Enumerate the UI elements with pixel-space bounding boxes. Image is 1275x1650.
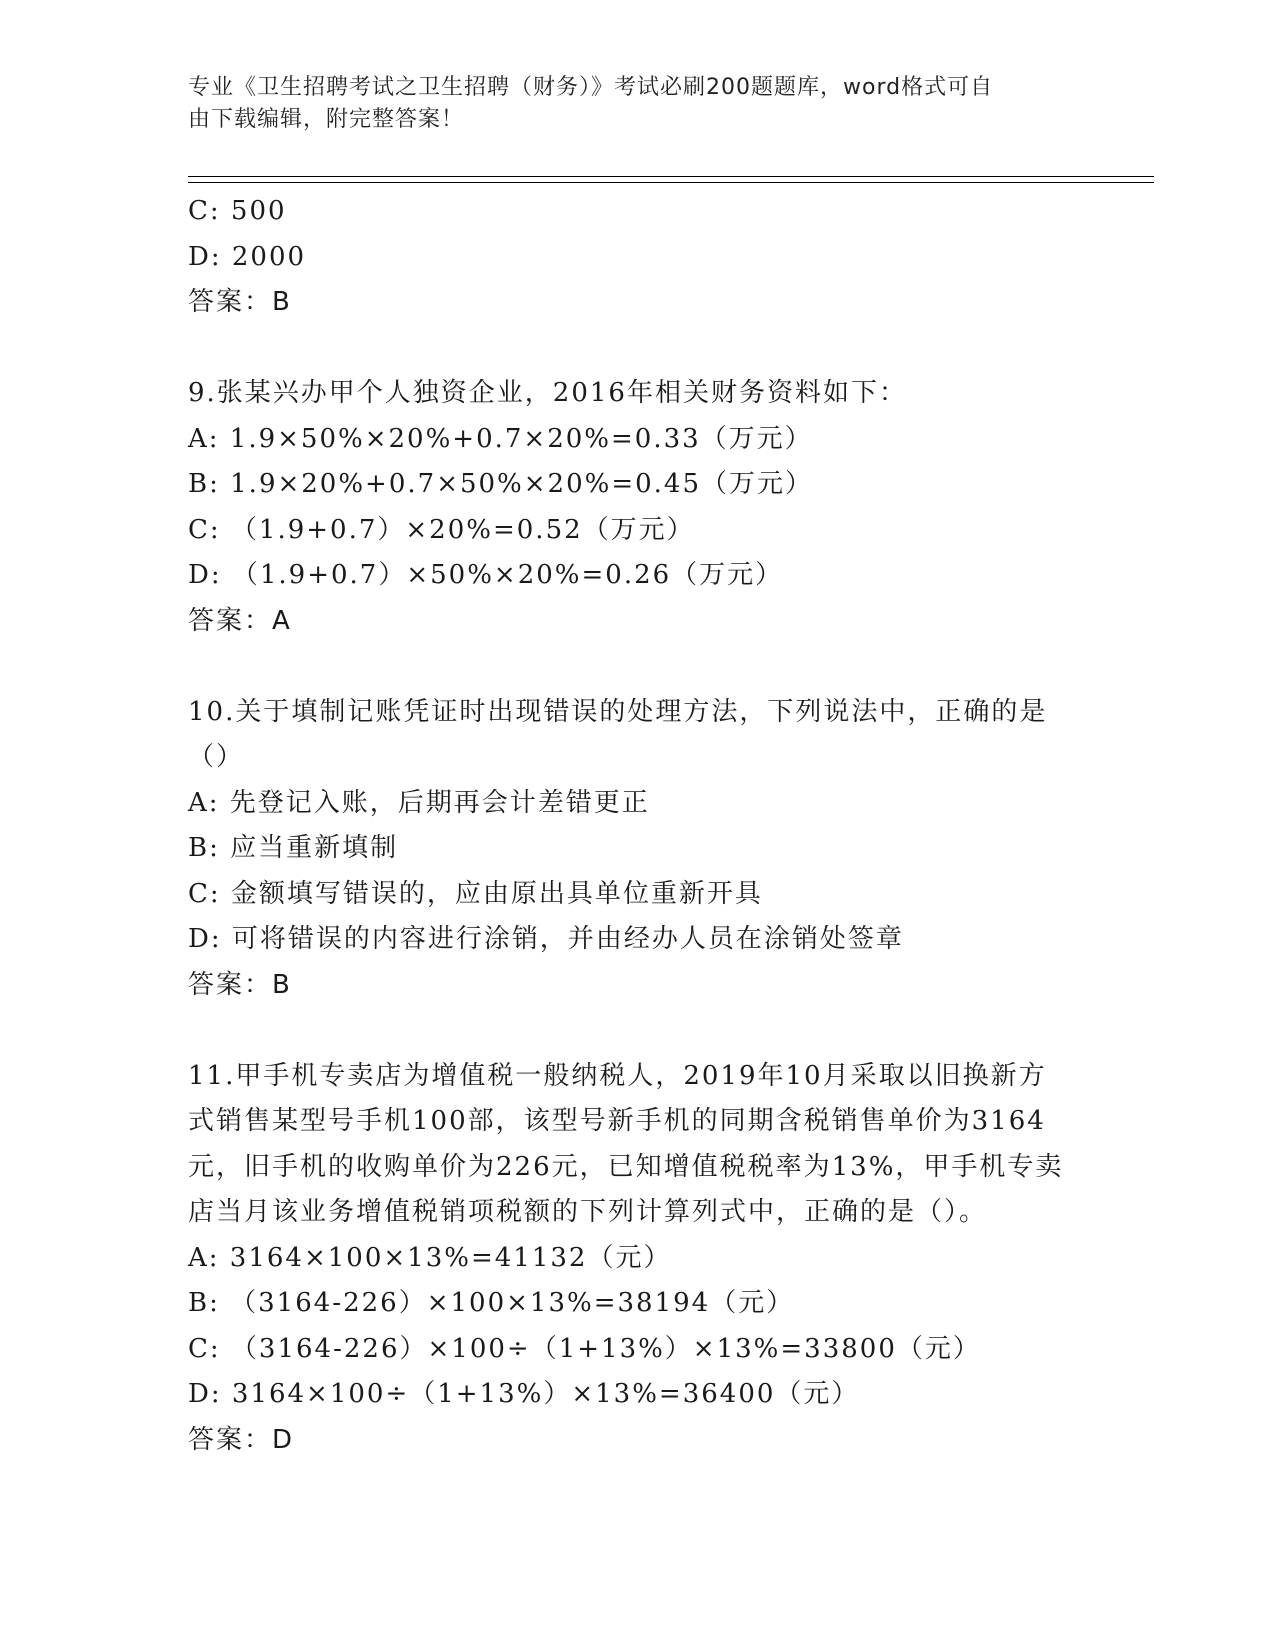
q10-option-b: B: 应当重新填制 — [188, 833, 399, 863]
question-9-stem: 9.张某兴办甲个人独资企业，2016年相关财务资料如下： — [188, 378, 907, 408]
spacer — [188, 1008, 1088, 1054]
answer-line: 答案：B — [188, 287, 292, 317]
question-11-stem-line-4: 店当月该业务增值税销项税额的下列计算列式中，正确的是（）。 — [188, 1197, 988, 1227]
question-11-stem-line-3: 元，旧手机的收购单价为226元，已知增值税税率为13%，甲手机专卖 — [188, 1151, 1064, 1182]
header-line-1: 专业《卫生招聘考试之卫生招聘（财务）》考试必刷200题题库，word格式可自 — [188, 75, 994, 100]
q9-option-b: B: 1.9×20%+0.7×50%×20%=0.45（万元） — [188, 469, 814, 499]
header-divider — [188, 176, 1154, 183]
question-list — [188, 189, 1088, 1463]
option-d: D: 2000 — [188, 241, 307, 272]
q11-option-d: D: 3164×100÷（1+13%）×13%=36400（元） — [188, 1379, 860, 1409]
spacer — [188, 644, 1088, 690]
q10-option-c: C: 金额填写错误的，应由原出具单位重新开具 — [188, 878, 763, 909]
q9-option-a: A: 1.9×50%×20%+0.7×20%=0.33（万元） — [188, 423, 813, 454]
q10-option-d: D: 可将错误的内容进行涂销，并由经办人员在涂销处签章 — [188, 924, 904, 954]
q9-option-d: D: （1.9+0.7）×50%×20%=0.26（万元） — [188, 560, 784, 590]
q11-answer: 答案：D — [188, 1424, 295, 1455]
question-10-stem-line-1: 10.关于填制记账凭证时出现错误的处理方法，下列说法中，正确的是 — [188, 696, 1048, 727]
spacer — [188, 326, 1088, 372]
q9-option-c: C: （1.9+0.7）×20%=0.52（万元） — [188, 514, 695, 545]
option-c: C: 500 — [188, 196, 287, 226]
q9-answer: 答案：A — [188, 605, 292, 636]
q10-answer: 答案：B — [188, 969, 292, 1000]
question-11-stem-line-1: 11.甲手机专卖店为增值税一般纳税人，2019年10月采取以旧换新方 — [188, 1060, 1047, 1091]
document-header — [188, 72, 1088, 136]
q11-option-c: C: （3164-226）×100÷（1+13%）×13%=33800（元） — [188, 1333, 981, 1364]
q11-option-b: B: （3164-226）×100×13%=38194（元） — [188, 1288, 795, 1318]
question-10-stem-line-2: （） — [188, 742, 245, 772]
question-11-stem-line-2: 式销售某型号手机100部，该型号新手机的同期含税销售单价为3164 — [188, 1106, 1046, 1136]
header-line-2: 由下载编辑，附完整答案！ — [188, 107, 465, 132]
q11-option-a: A: 3164×100×13%=41132（元） — [188, 1242, 672, 1273]
q10-option-a: A: 先登记入账，后期再会计差错更正 — [188, 787, 650, 818]
